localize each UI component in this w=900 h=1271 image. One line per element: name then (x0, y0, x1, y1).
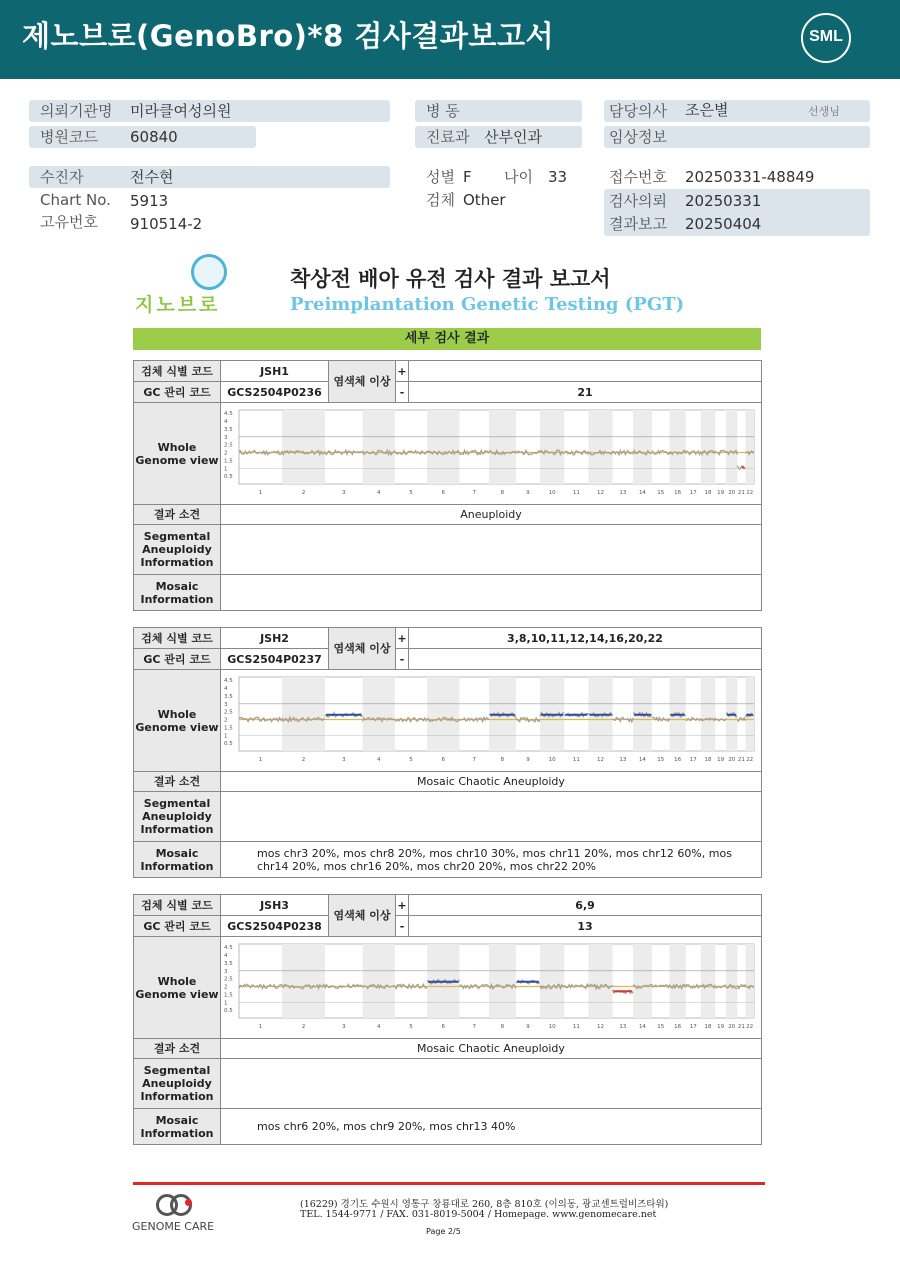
y-tick-label: 2 (224, 984, 228, 991)
x-tick-label: 15 (657, 1024, 665, 1030)
footer-divider (133, 1182, 765, 1185)
gc-code-label: GC 관리 코드 (133, 648, 221, 670)
chromosome-band (745, 944, 754, 1018)
x-tick-label: 6 (441, 757, 446, 763)
x-tick-label: 19 (717, 1024, 725, 1030)
mosaic-value: mos chr3 20%, mos chr8 20%, mos chr10 30%, mos chr11 20%, mos chr12 60%, mos chr14 20%, mos chr16 20%, mos chr20 20%, mos chr22 20% (220, 841, 762, 878)
segmental-label: Segmental Aneuploidy Information (133, 1058, 221, 1109)
sample-code-value: JSH2 (220, 627, 329, 649)
genome-care-logo (132, 1192, 232, 1234)
y-tick-label: 1 (224, 733, 228, 740)
x-tick-label: 21 (737, 1024, 745, 1030)
segmental-value (220, 524, 762, 575)
x-tick-label: 18 (704, 490, 712, 496)
sample-code-label: 검체 식별 코드 (133, 360, 221, 382)
y-tick-label: 1 (224, 466, 228, 473)
y-tick-label: 0.5 (224, 741, 233, 748)
y-tick-label: 3 (224, 968, 228, 975)
x-tick-label: 2 (301, 1024, 306, 1030)
segmental-value (220, 1058, 762, 1109)
genome-care-dot-icon (185, 1199, 192, 1206)
x-tick-label: 17 (689, 757, 697, 763)
chromosome-band (701, 410, 716, 484)
institution-value: 미라클여성의원 (130, 102, 232, 120)
chromosome-band (427, 677, 459, 751)
x-tick-label: 12 (597, 490, 605, 496)
sex-value: F (463, 168, 472, 186)
y-tick-label: 4.5 (224, 945, 233, 952)
whole-genome-label: Whole Genome view (133, 936, 221, 1039)
y-tick-label: 4 (224, 419, 228, 426)
x-tick-label: 20 (728, 1024, 736, 1030)
result-label: 결과 소견 (133, 504, 221, 525)
x-tick-label: 8 (500, 490, 505, 496)
gc-code-value: GCS2504P0238 (220, 915, 329, 937)
mosaic-label: Mosaic Information (133, 574, 221, 611)
genome-plot (222, 938, 758, 1036)
x-tick-label: 10 (548, 1024, 556, 1030)
x-tick-label: 19 (717, 490, 725, 496)
report-title: 제노브로(GenoBro)*8 검사결과보고서 (22, 19, 554, 53)
y-tick-label: 4.5 (224, 411, 233, 418)
x-tick-label: 8 (500, 1024, 505, 1030)
x-tick-label: 10 (548, 490, 556, 496)
plus-sign: + (395, 360, 409, 382)
chromosome-band (633, 410, 652, 484)
chromosome-band (363, 944, 395, 1018)
report-heading: 착상전 배아 유전 검사 결과 보고서 (290, 267, 611, 291)
hospital-code-value: 60840 (130, 128, 178, 146)
section-bar: 세부 검사 결과 (133, 328, 761, 350)
x-tick-label: 12 (597, 1024, 605, 1030)
x-tick-label: 2 (301, 490, 306, 496)
chromosome-band (726, 410, 737, 484)
y-tick-label: 2 (224, 450, 228, 457)
sample-code-value: JSH1 (220, 360, 329, 382)
x-tick-label: 3 (342, 757, 346, 763)
chromosome-band (540, 944, 564, 1018)
chromosome-band (282, 944, 325, 1018)
genobro-logo-text: 지노브로 (135, 294, 221, 316)
mosaic-label: Mosaic Information (133, 841, 221, 878)
plus-sign: + (395, 627, 409, 649)
y-tick-label: 4 (224, 686, 228, 693)
institution-label: 의뢰기관명 (40, 102, 113, 120)
specimen-label: 검체 (426, 191, 455, 209)
sample-code-label: 검체 식별 코드 (133, 894, 221, 916)
chromosome-band (588, 944, 612, 1018)
x-tick-label: 5 (409, 757, 413, 763)
footer-address: (16229) 경기도 수원시 영통구 창룡대로 260, 8층 810호 (이의동, 광교센트럴비즈타워) (300, 1199, 669, 1210)
whole-genome-label: Whole Genome view (133, 669, 221, 772)
request-value: 20250331 (685, 192, 762, 210)
chromosome-band (363, 677, 395, 751)
x-tick-label: 1 (258, 757, 263, 763)
sml-logo-text: SML (809, 28, 843, 45)
genome-plot (222, 404, 758, 502)
x-tick-label: 22 (746, 757, 754, 763)
chromosome-band (363, 410, 395, 484)
x-tick-label: 11 (572, 490, 580, 496)
minus-chromosomes: 21 (408, 381, 762, 403)
x-tick-label: 20 (728, 490, 736, 496)
doctor-suffix: 선생님 (808, 105, 840, 118)
chromosome-band (726, 944, 737, 1018)
minus-sign: - (395, 381, 409, 403)
chrom-abnormal-label: 염색체 이상 (328, 894, 396, 937)
y-tick-label: 0.5 (224, 1008, 233, 1015)
y-tick-label: 3.5 (224, 693, 233, 700)
header-bar (0, 0, 900, 79)
chromosome-band (745, 410, 754, 484)
x-tick-label: 15 (657, 757, 665, 763)
y-tick-label: 1 (224, 1000, 228, 1007)
sample-code-label: 검체 식별 코드 (133, 627, 221, 649)
receipt-value: 20250331-48849 (685, 168, 815, 186)
gc-code-label: GC 관리 코드 (133, 915, 221, 937)
chromosome-band (282, 410, 325, 484)
plus-chromosomes: 3,8,10,11,12,14,16,20,22 (408, 627, 762, 649)
result-value: Aneuploidy (220, 504, 762, 525)
patient-label: 수진자 (40, 168, 84, 186)
age-label: 나이 (504, 168, 533, 186)
x-tick-label: 11 (572, 757, 580, 763)
x-tick-label: 22 (746, 1024, 754, 1030)
age-value: 33 (548, 168, 568, 186)
chromosome-band (588, 410, 612, 484)
x-tick-label: 16 (674, 757, 682, 763)
chromosome-band (540, 410, 564, 484)
x-tick-label: 6 (441, 490, 446, 496)
sample-code-value: JSH3 (220, 894, 329, 916)
y-tick-label: 0.5 (224, 474, 233, 481)
y-tick-label: 1.5 (224, 458, 233, 465)
x-tick-label: 9 (526, 1024, 530, 1030)
y-tick-label: 2.5 (224, 442, 233, 449)
x-tick-label: 5 (409, 1024, 413, 1030)
y-tick-label: 2.5 (224, 709, 233, 716)
dept-label: 진료과 (426, 128, 470, 146)
x-tick-label: 14 (638, 1024, 646, 1030)
x-tick-label: 7 (472, 757, 476, 763)
x-tick-label: 3 (342, 1024, 346, 1030)
clinical-label: 임상정보 (609, 128, 667, 146)
x-tick-label: 10 (548, 757, 556, 763)
genome-care-name: GENOME CARE (132, 1220, 215, 1233)
chromosome-band (427, 410, 459, 484)
minus-sign: - (395, 915, 409, 937)
x-tick-label: 18 (704, 757, 712, 763)
receipt-label: 접수번호 (609, 168, 667, 186)
plus-chromosomes (408, 360, 762, 382)
whole-genome-label: Whole Genome view (133, 402, 221, 505)
y-tick-label: 1.5 (224, 992, 233, 999)
genome-plot (222, 671, 758, 769)
x-tick-label: 4 (377, 1024, 381, 1030)
y-tick-label: 2 (224, 717, 228, 724)
gc-code-value: GCS2504P0237 (220, 648, 329, 670)
gc-code-label: GC 관리 코드 (133, 381, 221, 403)
x-tick-label: 17 (689, 1024, 697, 1030)
specimen-value: Other (463, 191, 506, 209)
y-tick-label: 3.5 (224, 426, 233, 433)
doctor-label: 담당의사 (609, 102, 667, 120)
id-label: 고유번호 (40, 213, 98, 231)
plus-chromosomes: 6,9 (408, 894, 762, 916)
dept-value: 산부인과 (484, 128, 542, 146)
x-tick-label: 13 (619, 490, 627, 496)
result-label: 결과 소견 (133, 771, 221, 792)
genobro-logo (135, 254, 250, 316)
x-tick-label: 19 (717, 757, 725, 763)
x-tick-label: 2 (301, 757, 306, 763)
result-value: Mosaic Chaotic Aneuploidy (220, 771, 762, 792)
x-tick-label: 13 (619, 1024, 627, 1030)
y-tick-label: 4.5 (224, 678, 233, 685)
chromosome-band (701, 944, 716, 1018)
segmental-label: Segmental Aneuploidy Information (133, 524, 221, 575)
page-number: Page 2/5 (426, 1227, 461, 1236)
mosaic-label: Mosaic Information (133, 1108, 221, 1145)
x-tick-label: 4 (377, 757, 381, 763)
x-tick-label: 1 (258, 490, 263, 496)
x-tick-label: 21 (737, 757, 745, 763)
x-tick-label: 20 (728, 757, 736, 763)
plus-sign: + (395, 894, 409, 916)
x-tick-label: 8 (500, 757, 505, 763)
gc-code-value: GCS2504P0236 (220, 381, 329, 403)
id-value: 910514-2 (130, 215, 203, 233)
chromosome-band (489, 410, 516, 484)
x-tick-label: 12 (597, 757, 605, 763)
chromosome-band (670, 944, 686, 1018)
sex-label: 성별 (426, 168, 455, 186)
mosaic-value (220, 574, 762, 611)
y-tick-label: 2.5 (224, 976, 233, 983)
sml-logo (801, 13, 851, 63)
dna-icon (191, 254, 227, 290)
y-tick-label: 3 (224, 701, 228, 708)
doctor-value: 조은별 (685, 101, 729, 119)
x-tick-label: 7 (472, 490, 476, 496)
x-tick-label: 14 (638, 757, 646, 763)
report-date-value: 20250404 (685, 215, 762, 233)
patient-value: 전수현 (130, 168, 174, 186)
chromosome-band (282, 677, 325, 751)
y-tick-label: 3 (224, 434, 228, 441)
mosaic-value: mos chr6 20%, mos chr9 20%, mos chr13 40% (220, 1108, 762, 1145)
segmental-value (220, 791, 762, 842)
y-tick-label: 4 (224, 953, 228, 960)
x-tick-label: 22 (746, 490, 754, 496)
chromosome-band (701, 677, 716, 751)
ward-label: 병 동 (426, 102, 460, 120)
segmental-label: Segmental Aneuploidy Information (133, 791, 221, 842)
x-tick-label: 6 (441, 1024, 446, 1030)
x-tick-label: 16 (674, 1024, 682, 1030)
x-tick-label: 1 (258, 1024, 263, 1030)
minus-chromosomes: 13 (408, 915, 762, 937)
chromosome-band (670, 410, 686, 484)
chromosome-band (489, 944, 516, 1018)
x-tick-label: 16 (674, 490, 682, 496)
minus-chromosomes (408, 648, 762, 670)
chart-label: Chart No. (40, 191, 111, 209)
chrom-abnormal-label: 염색체 이상 (328, 627, 396, 670)
footer-contact: TEL. 1544-9771 / FAX. 031-8019-5004 / Homepage. www.genomecare.net (300, 1209, 657, 1220)
x-tick-label: 9 (526, 757, 530, 763)
chromosome-band (633, 944, 652, 1018)
x-tick-label: 7 (472, 1024, 476, 1030)
x-tick-label: 9 (526, 490, 530, 496)
request-label: 검사의뢰 (609, 192, 667, 210)
x-tick-label: 3 (342, 490, 346, 496)
x-tick-label: 17 (689, 490, 697, 496)
report-date-label: 결과보고 (609, 215, 667, 233)
x-tick-label: 21 (737, 490, 745, 496)
chrom-abnormal-label: 염색체 이상 (328, 360, 396, 403)
chart-value: 5913 (130, 192, 169, 210)
x-tick-label: 14 (638, 490, 646, 496)
y-tick-label: 1.5 (224, 725, 233, 732)
x-tick-label: 18 (704, 1024, 712, 1030)
report-subheading: Preimplantation Genetic Testing (PGT) (290, 294, 685, 315)
minus-sign: - (395, 648, 409, 670)
y-tick-label: 3.5 (224, 960, 233, 967)
x-tick-label: 5 (409, 490, 413, 496)
x-tick-label: 15 (657, 490, 665, 496)
x-tick-label: 13 (619, 757, 627, 763)
hospital-code-label: 병원코드 (40, 128, 98, 146)
x-tick-label: 4 (377, 490, 381, 496)
result-label: 결과 소견 (133, 1038, 221, 1059)
result-value: Mosaic Chaotic Aneuploidy (220, 1038, 762, 1059)
x-tick-label: 11 (572, 1024, 580, 1030)
